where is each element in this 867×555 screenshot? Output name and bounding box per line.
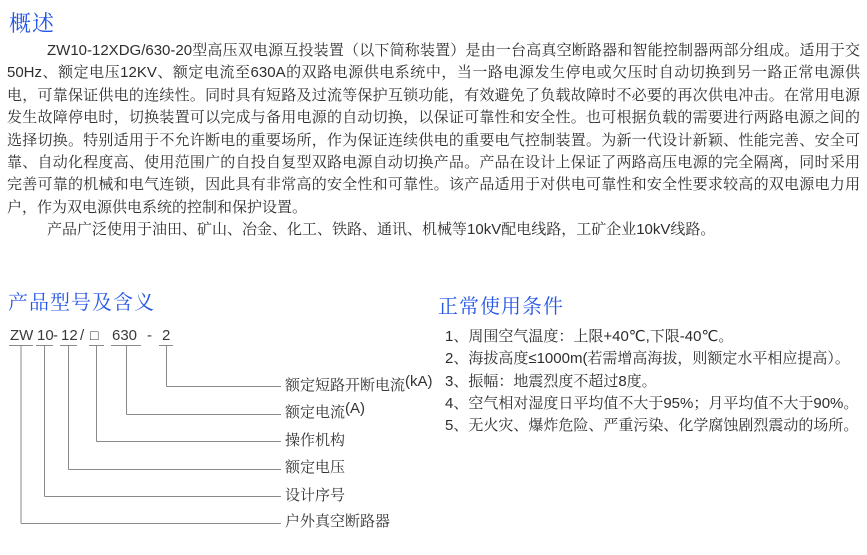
model-segment-12: 12 xyxy=(61,327,78,344)
model-segment-box: □ xyxy=(90,327,99,343)
condition-item: 5、无火灾、爆炸危险、严重污染、化学腐蚀剧烈震动的场所。 xyxy=(445,417,859,435)
model-label-rated-voltage xyxy=(285,458,345,478)
model-segment-630: 630 xyxy=(112,327,138,344)
overview-paragraph: ZW10-12XDG/630-20型高压双电源互投装置（以下简称装置）是由一台高真空断路器和智能控制器两部分组成。适用于交50Hz、额定电压12KV、额定电流至630A的双路电源供电系统中，当一路电源发生停电或欠压时自动切换到另一路正常电源供电，可靠保证供电的连续性。同时具有短路及过流等保护互锁功能，有效避免了负载故障时不必要的再次供电冲击。在常用电源发生故障停电时，切换装置可以完成与备用电源的自动切换，以保证可靠性和安全性。也可根据负载的需要进行两路电源之间的选择切换。特别适用于不允许断电的重要场所，作为保证连续供电的重要电气控制装置。为新一代设计新颖、性能完善、安全可靠、自动化程度高、使用范围广的自投自复型双路电源自动切换产品。产品在设计上保证了两路高压电源的完全隔离，同时采用完善可靠的机械和电气连锁，因此具有非常高的安全性和可靠性。该产品适用于对供电可靠性和安全性要求较高的双电源电力用户，作为双电源供电系统的控制和保护设置。 xyxy=(7,42,860,216)
conditions-section-heading: 正常使用条件 xyxy=(438,296,564,318)
model-label-design-serial xyxy=(285,486,345,506)
model-section-heading: 产品型号及含义 xyxy=(8,292,155,314)
model-segment-10: 10 xyxy=(37,327,54,344)
model-label-text: 额定电流 xyxy=(285,404,346,421)
model-label-unit: (kA) xyxy=(405,373,433,390)
model-label-rated-current xyxy=(285,400,366,423)
model-segment-zw: ZW xyxy=(10,327,34,344)
model-meaning-diagram xyxy=(0,325,460,555)
model-label-text: 额定短路开断电流 xyxy=(285,377,406,394)
model-segment-dash: - xyxy=(147,327,152,344)
model-label-rated-breaking-current xyxy=(285,373,433,396)
model-segment-2: 2 xyxy=(162,327,171,344)
model-label-text: 额定电压 xyxy=(285,459,346,476)
condition-item: 1、周围空气温度：上限+40℃,下限-40℃。 xyxy=(445,328,734,345)
model-label-unit: (A) xyxy=(345,400,366,417)
model-label-operating-mechanism xyxy=(285,431,345,451)
condition-item: 4、空气相对湿度日平均值不大于95%；月平均值不大于90%。 xyxy=(445,394,859,412)
conditions-list xyxy=(445,326,860,437)
condition-item: 3、振幅：地震烈度不超过8度。 xyxy=(445,372,657,390)
model-segment-slash: / xyxy=(80,327,85,344)
model-label-text: 操作机构 xyxy=(285,432,346,449)
condition-item: 2、海拔高度≤1000m(若需增高海拔，则额定水平相应提高）。 xyxy=(445,350,850,368)
overview-heading: 概述 xyxy=(9,11,56,36)
diagram-connector-lines xyxy=(0,325,460,555)
model-segment-dash: - xyxy=(53,327,58,344)
model-label-text: 设计序号 xyxy=(285,487,346,504)
model-label-outdoor-vacuum-breaker xyxy=(285,512,390,532)
overview-text xyxy=(7,40,860,242)
model-label-text: 户外真空断路器 xyxy=(285,513,391,530)
overview-paragraph: 产品广泛使用于油田、矿山、冶金、化工、铁路、通讯、机械等10kV配电线路，工矿企业10kV线路。 xyxy=(47,221,716,239)
